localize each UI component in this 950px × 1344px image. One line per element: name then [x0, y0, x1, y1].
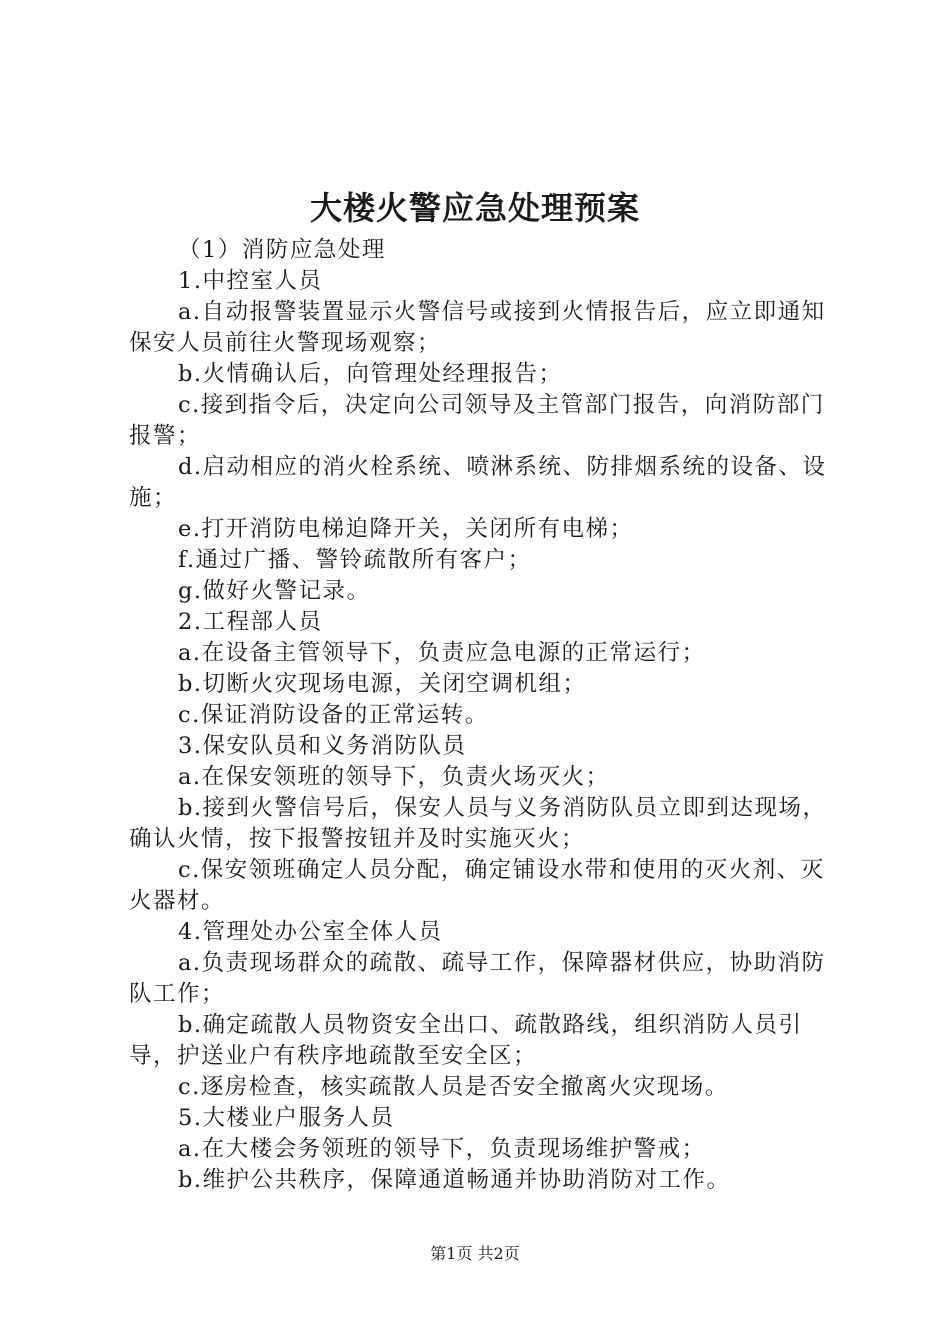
list-item: a.负责现场群众的疏散、疏导工作，保障器材供应，协助消防队工作；: [129, 950, 826, 1007]
section-heading: （1）消防应急处理: [178, 237, 386, 263]
list-item: b.切断火灾现场电源，关闭空调机组；: [178, 671, 587, 697]
document-title: 大楼火警应急处理预案: [309, 189, 640, 227]
list-item: c.保证消防设备的正常运转。: [178, 702, 489, 728]
subsection-heading: 1.中控室人员: [178, 268, 323, 294]
list-item: g.做好火警记录。: [178, 578, 371, 604]
subsection-heading: 3.保安队员和义务消防队员: [178, 733, 467, 759]
list-item: b.接到火警信号后，保安人员与义务消防队员立即到达现场，确认火情，按下报警按钮并及时实施灭火；: [129, 795, 827, 852]
list-item: a.自动报警装置显示火警信号或接到火情报告后，应立即通知保安人员前往火警现场观察；: [129, 299, 826, 356]
list-item: e.打开消防电梯迫降开关，关闭所有电梯；: [178, 516, 634, 542]
list-item: d.启动相应的消火栓系统、喷淋系统、防排烟系统的设备、设施；: [129, 454, 827, 511]
list-item: c.保安领班确定人员分配，确定铺设水带和使用的灭火剂、灭火器材。: [129, 857, 825, 914]
document-body: [129, 235, 845, 1196]
list-item: a.在设备主管领导下，负责应急电源的正常运行；: [178, 640, 706, 666]
list-item: b.维护公共秩序，保障通道畅通并协助消防对工作。: [178, 1167, 731, 1193]
subsection-heading: 4.管理处办公室全体人员: [178, 919, 443, 945]
list-item: c.逐房检查，核实疏散人员是否安全撤离火灾现场。: [178, 1074, 729, 1100]
list-item: b.确定疏散人员物资安全出口、疏散路线，组织消防人员引导，护送业户有秩序地疏散至安全区；: [129, 1012, 803, 1069]
subsection-heading: 2.工程部人员: [178, 609, 323, 635]
list-item: a.在大楼会务领班的领导下，负责现场维护警戒；: [178, 1136, 706, 1162]
list-item: f.通过广播、警铃疏散所有客户；: [178, 547, 532, 573]
list-item: c.接到指令后，决定向公司领导及主管部门报告，向消防部门报警；: [129, 392, 825, 449]
subsection-heading: 5.大楼业户服务人员: [178, 1105, 395, 1131]
page-footer: 第1页 共2页: [430, 1244, 520, 1263]
list-item: b.火情确认后，向管理处经理报告；: [178, 361, 563, 387]
list-item: a.在保安领班的领导下，负责火场灭火；: [178, 764, 610, 790]
